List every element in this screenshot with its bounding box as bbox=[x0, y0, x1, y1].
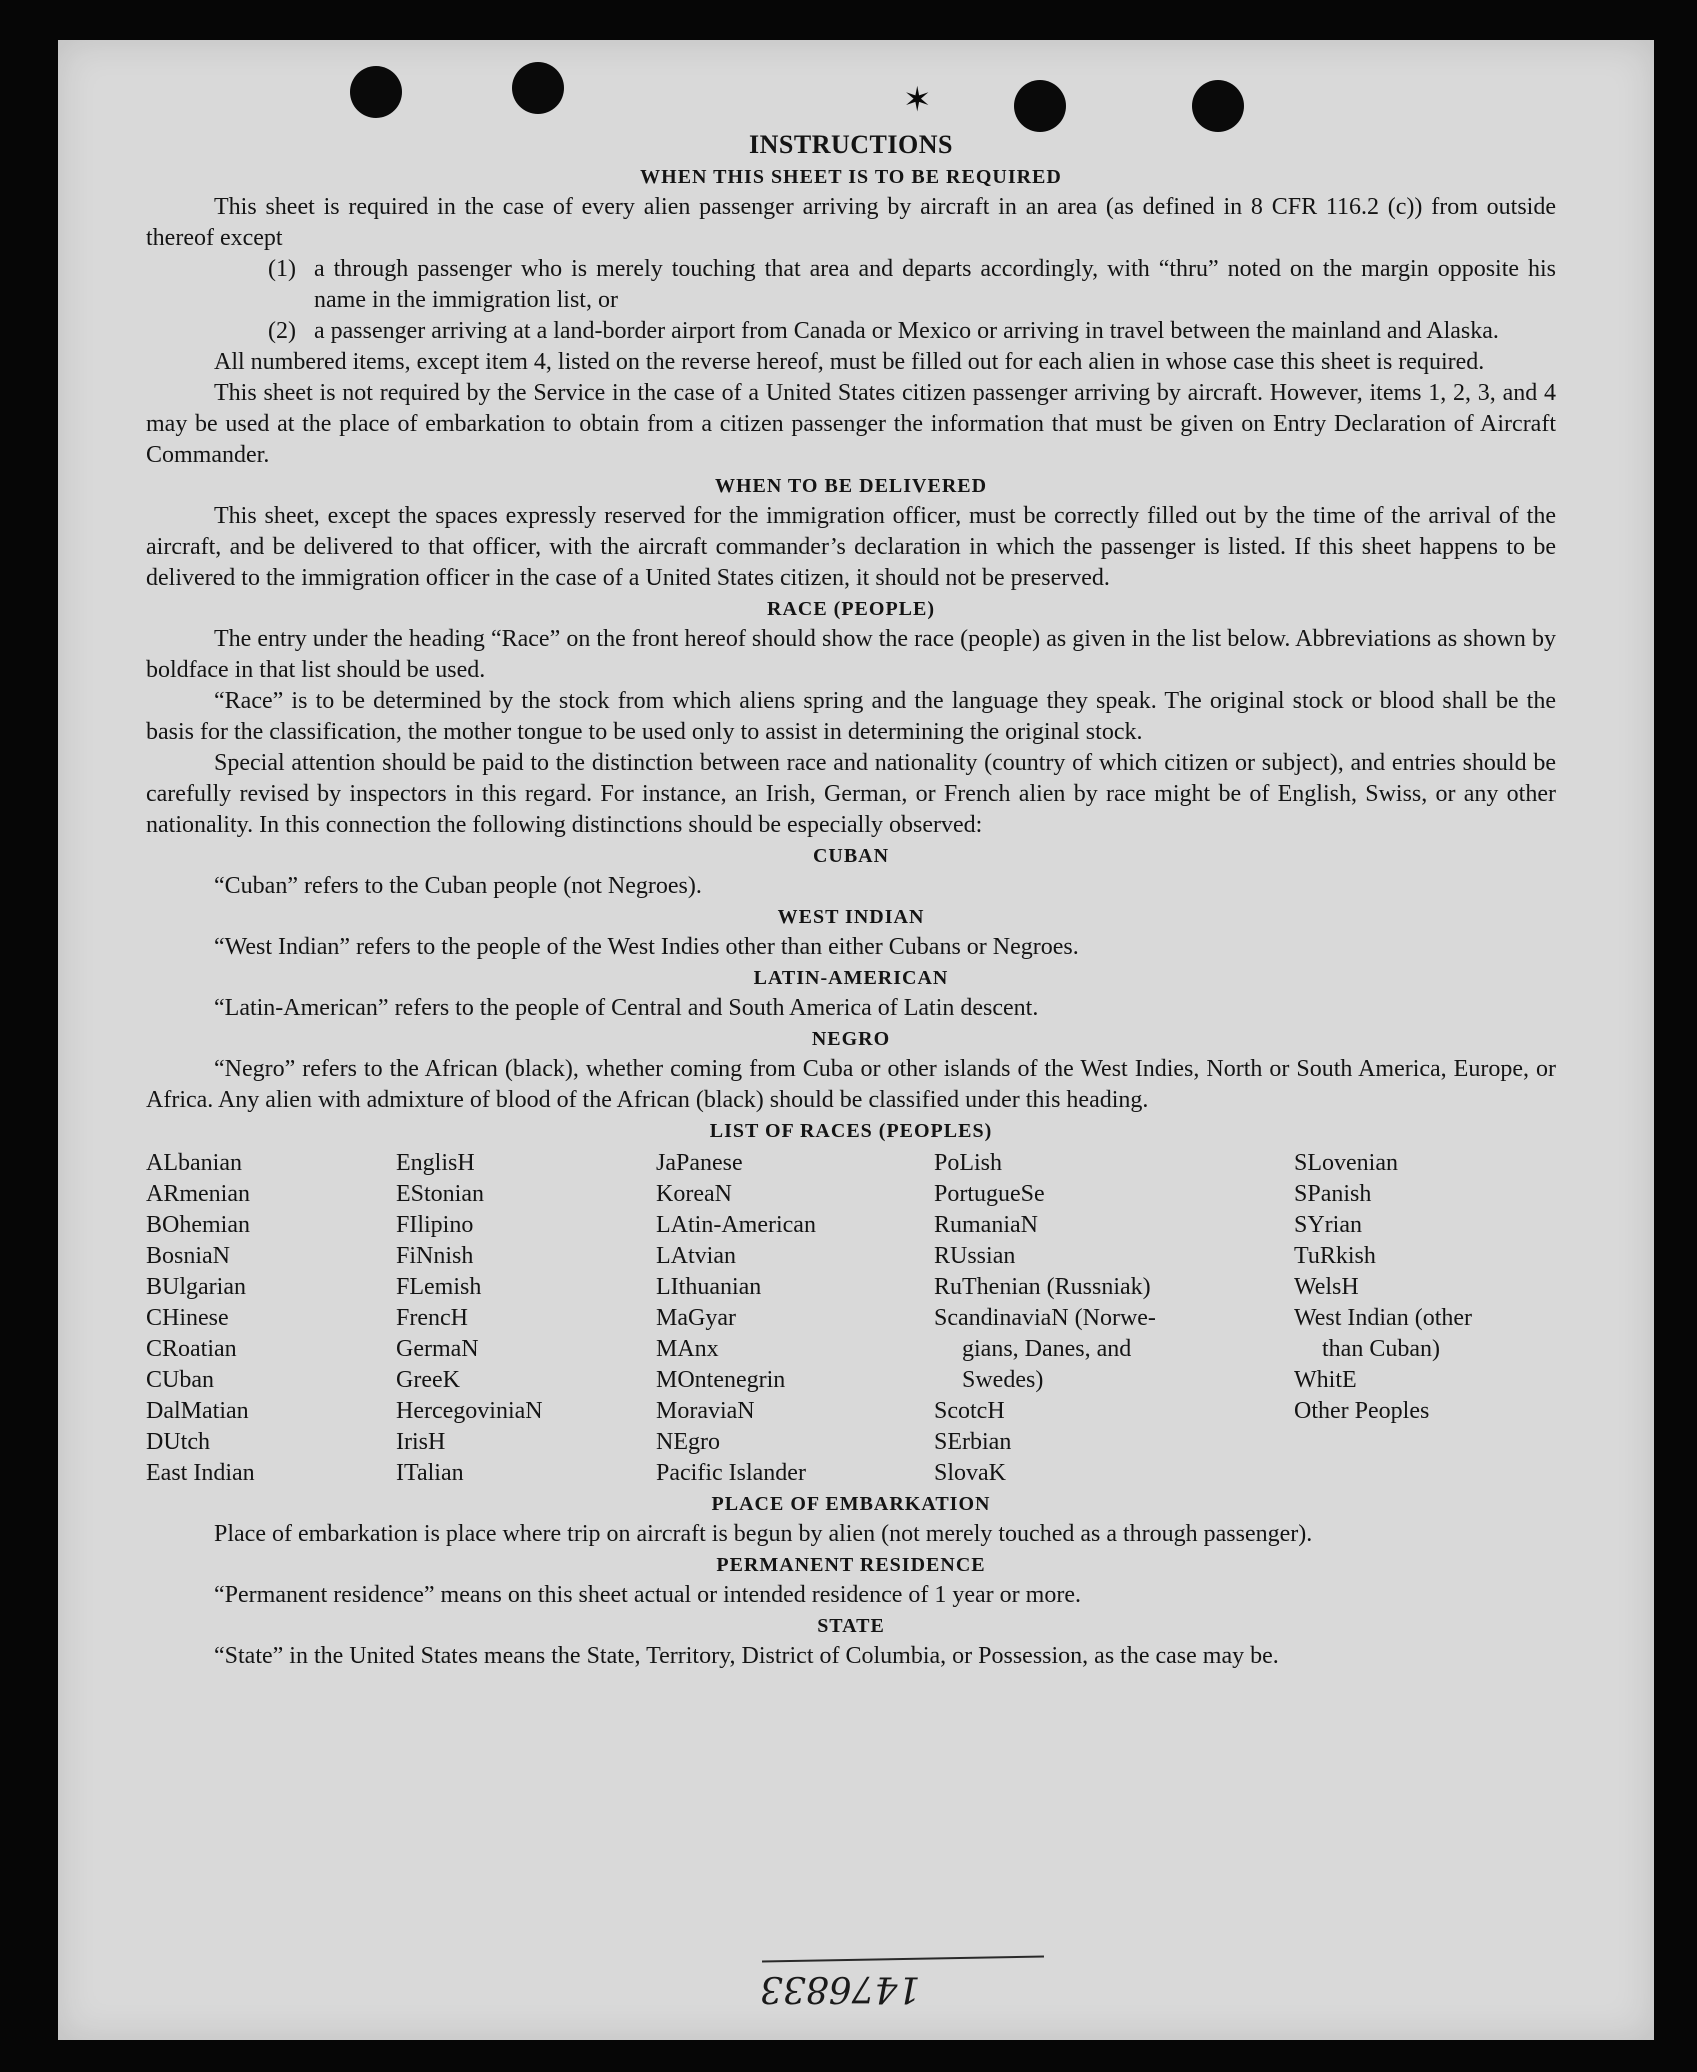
list-item-number: (2) bbox=[268, 318, 296, 344]
race-item: EnglisH bbox=[396, 1150, 475, 1176]
instructions-text bbox=[146, 128, 1556, 1672]
race-item: FrencH bbox=[396, 1305, 468, 1331]
race-item: JaPanese bbox=[656, 1150, 743, 1176]
list-item bbox=[268, 316, 1556, 347]
paragraph: “State” in the United States means the State, Territory, District of Columbia, or Possession, as the case may be. bbox=[214, 1643, 1279, 1669]
race-item: Pacific Islander bbox=[656, 1460, 806, 1486]
race-item: SlovaK bbox=[934, 1460, 1006, 1486]
section-heading-west-indian: WEST INDIAN bbox=[777, 906, 925, 928]
race-item: IrisH bbox=[396, 1429, 446, 1455]
race-item: Other Peoples bbox=[1294, 1398, 1430, 1424]
race-item: FiNnish bbox=[396, 1243, 474, 1269]
section-heading-latin-american: LATIN-AMERICAN bbox=[753, 967, 949, 989]
punch-hole bbox=[512, 62, 564, 114]
race-item: WelsH bbox=[1294, 1274, 1359, 1300]
paragraph: “Latin-American” refers to the people of Central and South America of Latin descent. bbox=[214, 995, 1039, 1021]
section-heading-list-of-races: LIST OF RACES (PEOPLES) bbox=[709, 1120, 993, 1142]
race-item: SPanish bbox=[1294, 1181, 1372, 1207]
race-item: ITalian bbox=[396, 1460, 464, 1486]
section-heading-embarkation: PLACE OF EMBARKATION bbox=[711, 1493, 991, 1515]
race-item: MAnx bbox=[656, 1336, 719, 1362]
section-heading-required: WHEN THIS SHEET IS TO BE REQUIRED bbox=[640, 166, 1062, 188]
race-item: MOntenegrin bbox=[656, 1367, 786, 1393]
race-item: WhitE bbox=[1294, 1367, 1357, 1393]
race-column bbox=[1294, 1148, 1556, 1489]
paragraph: Place of embarkation is place where trip on aircraft is begun by alien (not merely touched as a through passenger). bbox=[214, 1521, 1313, 1547]
race-item: BosniaN bbox=[146, 1243, 230, 1269]
list-item-text: a through passenger who is merely touching that area and departs accordingly, with “thru” noted on the margin opposite his name in the immigration list, or bbox=[314, 256, 1556, 313]
section-heading-residence: PERMANENT RESIDENCE bbox=[716, 1554, 986, 1576]
race-item: DUtch bbox=[146, 1429, 210, 1455]
race-item: ScotcH bbox=[934, 1398, 1005, 1424]
race-item: BUlgarian bbox=[146, 1274, 246, 1300]
page-title: INSTRUCTIONS bbox=[749, 130, 953, 159]
race-item: PortugueSe bbox=[934, 1181, 1045, 1207]
ink-mark-icon: ✶ bbox=[903, 82, 932, 119]
punch-hole bbox=[1192, 80, 1244, 132]
race-item: EStonian bbox=[396, 1181, 484, 1207]
race-item: FIlipino bbox=[396, 1212, 474, 1238]
race-item: MoraviaN bbox=[656, 1398, 755, 1424]
punch-hole bbox=[350, 66, 402, 118]
list-item bbox=[268, 254, 1556, 316]
race-item: GreeK bbox=[396, 1367, 460, 1393]
list-item-text: a passenger arriving at a land-border airport from Canada or Mexico or arriving in travel between the mainland and Alaska. bbox=[314, 318, 1499, 344]
paragraph: “Permanent residence” means on this sheet actual or intended residence of 1 year or more. bbox=[214, 1582, 1081, 1608]
race-item: Swedes) bbox=[962, 1367, 1044, 1393]
race-item: East Indian bbox=[146, 1460, 255, 1486]
race-column bbox=[656, 1148, 934, 1489]
race-item: GermaN bbox=[396, 1336, 479, 1362]
list-item-number: (1) bbox=[268, 256, 296, 282]
race-item: ScandinaviaN (Norwe- bbox=[934, 1305, 1156, 1331]
race-item: West Indian (other bbox=[1294, 1305, 1473, 1331]
race-item: RuThenian (Russniak) bbox=[934, 1274, 1151, 1300]
race-item: ARmenian bbox=[146, 1181, 250, 1207]
race-item: DalMatian bbox=[146, 1398, 249, 1424]
paragraph: This sheet is not required by the Service in the case of a United States citizen passenger arriving by aircraft. However, items 1, 2, 3, and 4 may be used at the place of embarkation to obtain from a citizen passenger the information that must be given on Entry Declaration of Aircraft Commander. bbox=[146, 380, 1556, 468]
race-item: LAtvian bbox=[656, 1243, 736, 1269]
paragraph: “West Indian” refers to the people of the West Indies other than either Cubans or Negroes. bbox=[214, 934, 1079, 960]
paragraph: The entry under the heading “Race” on the front hereof should show the race (people) as given in the list below. Abbreviations as shown by boldface in that list should be used. bbox=[146, 626, 1556, 683]
race-column bbox=[396, 1148, 656, 1489]
paragraph: All numbered items, except item 4, listed on the reverse hereof, must be filled out for each alien in whose case this sheet is required. bbox=[214, 349, 1485, 375]
handwritten-number: 1476833 bbox=[760, 1968, 921, 2009]
paragraph: “Race” is to be determined by the stock from which aliens spring and the language they speak. The original stock or blood shall be the basis for the classification, the mother tongue to be used only to assist in determining the original stock. bbox=[146, 688, 1556, 745]
race-list bbox=[146, 1148, 1556, 1489]
race-item: KoreaN bbox=[656, 1181, 732, 1207]
race-item: ALbanian bbox=[146, 1150, 242, 1176]
race-item: LAtin-American bbox=[656, 1212, 816, 1238]
paragraph: This sheet is required in the case of every alien passenger arriving by aircraft in an area (as defined in 8 CFR 116.2 (c)) from outside thereof except bbox=[146, 194, 1556, 251]
race-item: MaGyar bbox=[656, 1305, 736, 1331]
paragraph: “Cuban” refers to the Cuban people (not Negroes). bbox=[214, 873, 702, 899]
race-item: than Cuban) bbox=[1322, 1336, 1440, 1362]
race-item: SErbian bbox=[934, 1429, 1012, 1455]
race-item: SLovenian bbox=[1294, 1150, 1398, 1176]
race-item: SYrian bbox=[1294, 1212, 1362, 1238]
race-item: NEgro bbox=[656, 1429, 720, 1455]
race-item: BOhemian bbox=[146, 1212, 250, 1238]
section-heading-race: RACE (PEOPLE) bbox=[767, 598, 935, 620]
race-item: gians, Danes, and bbox=[962, 1336, 1132, 1362]
race-item: CUban bbox=[146, 1367, 214, 1393]
race-column bbox=[934, 1148, 1294, 1489]
race-column bbox=[146, 1148, 396, 1489]
race-item: TuRkish bbox=[1294, 1243, 1376, 1269]
race-item: PoLish bbox=[934, 1150, 1003, 1176]
race-item: CHinese bbox=[146, 1305, 229, 1331]
paragraph: “Negro” refers to the African (black), whether coming from Cuba or other islands of the West Indies, North or South America, Europe, or Africa. Any alien with admixture of blood of the African (black) should be classified under this heading. bbox=[146, 1056, 1556, 1113]
section-heading-cuban: CUBAN bbox=[812, 845, 890, 867]
section-heading-state: STATE bbox=[817, 1615, 885, 1637]
section-heading-negro: NEGRO bbox=[811, 1028, 891, 1050]
race-item: FLemish bbox=[396, 1274, 482, 1300]
paragraph: Special attention should be paid to the distinction between race and nationality (country of which citizen or subject), and entries should be carefully revised by inspectors in this regard. For instance, an Irish, German, or French alien by race might be of English, Swiss, or any other nationality. In this connection the following distinctions should be especially observed: bbox=[146, 750, 1556, 838]
punch-hole bbox=[1014, 80, 1066, 132]
paragraph: This sheet, except the spaces expressly reserved for the immigration officer, must be correctly filled out by the time of the arrival of the aircraft, and be delivered to that officer, with the aircraft commander’s declaration in which the passenger is listed. If this sheet happens to be delivered to the immigration officer in the case of a United States citizen, it should not be preserved. bbox=[146, 503, 1556, 591]
section-heading-delivered: WHEN TO BE DELIVERED bbox=[714, 475, 988, 497]
race-item: RumaniaN bbox=[934, 1212, 1038, 1238]
race-item: HercegoviniaN bbox=[396, 1398, 543, 1424]
race-item: CRoatian bbox=[146, 1336, 237, 1362]
race-item: RUssian bbox=[934, 1243, 1016, 1269]
race-item: LIthuanian bbox=[656, 1274, 762, 1300]
